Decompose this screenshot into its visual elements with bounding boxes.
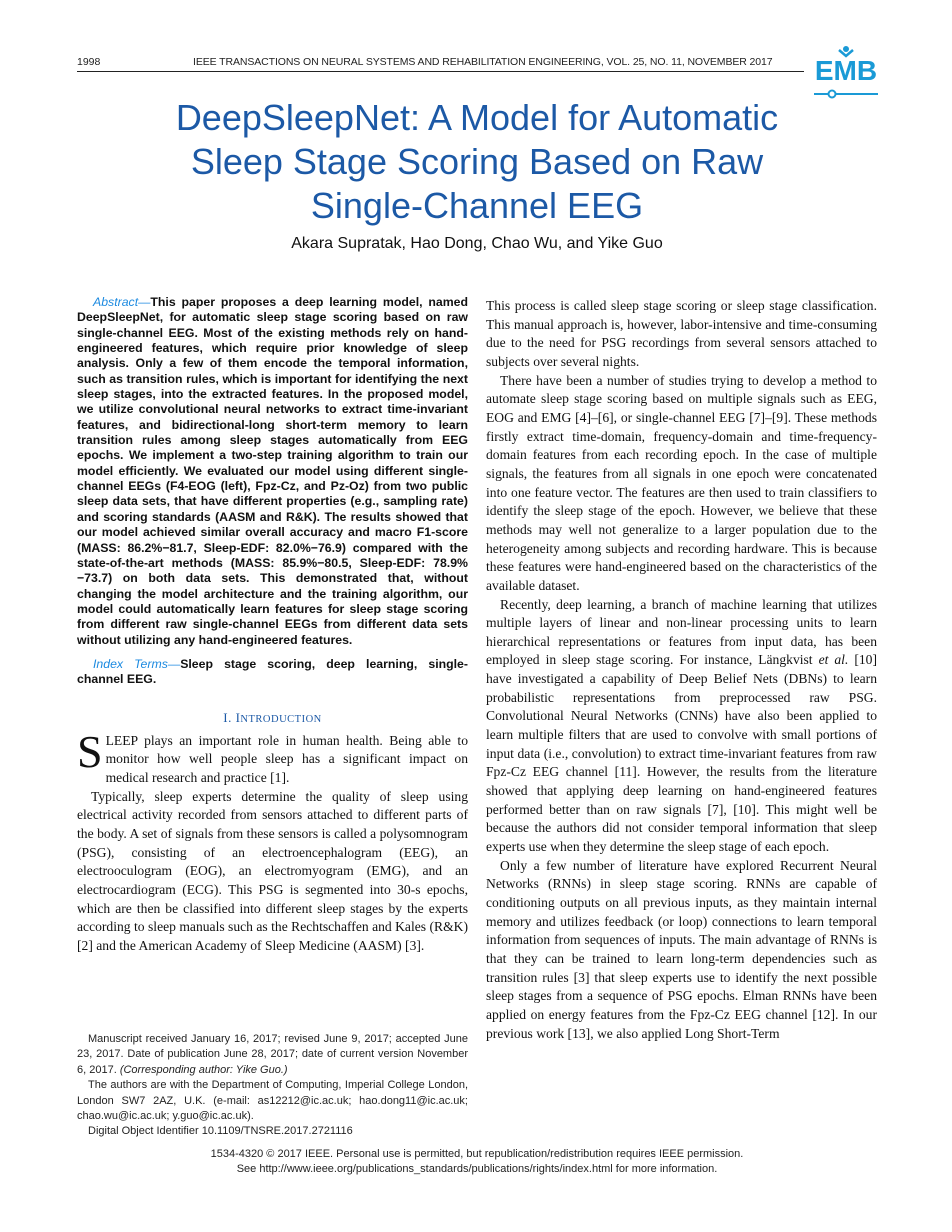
emb-logo — [812, 44, 880, 100]
abstract-text: This paper proposes a deep learning model, named DeepSleepNet, for automatic sleep stage scoring based on raw single-channel EEG. Most of the existing methods rely on hand-engineered features, which require prior knowledge of sleep analysis. Only a few of them encode the temporal information, such as transition rules, which is important for identifying the next sleep stages, into the extracted features. In the proposed model, we utilize convolutional neural networks to extract time-invariant features, and bidirectional-long short-term memory to learn transition rules among sleep stages automatically from EEG epochs. We implement a two-step training algorithm to train our model efficiently. We evaluated our model using different single-channel EEGs (F4-EOG (left), Fpz-Cz, and Pz-Oz) from two public sleep data sets, that have different properties (e.g., sampling rate) and scoring standards (AASM and R&K). The results showed that our model achieved similar overall accuracy and macro F1-score (MASS: 86.2%−81.7, Sleep-EDF: 82.0%−76.9) compared with the state-of-the-art methods (MASS: 85.9%−80.5, Sleep-EDF: 78.9%−73.7) on both data sets. This demonstrated that, without changing the model architecture and the training algorithm, our model could automatically learn features for sleep stage scoring from different raw single-channel EEGs from different data sets without utilizing any hand-engineered features. — [77, 295, 468, 647]
paper-title — [77, 96, 877, 228]
title-line: DeepSleepNet: A Model for Automatic — [175, 97, 779, 138]
footnote — [77, 1032, 468, 1140]
authors: Akara Supratak, Hao Dong, Chao Wu, and Yike Guo — [291, 235, 663, 252]
paragraph-text: [10] have investigated a capability of Deep Belief Nets (DBNs) to learn probabilistic representations from preprocessed raw PSG. Convolutional Neural Networks (CNNs) have also been applied to learn multiple filters that are used to convolve with small portions of input data (i.e., convolution) to extract time-invariant features from raw Fpz-Cz EEG channel [11]. However, the results from the literature showed that applying deep learning on hand-engineered features performed better than on raw signals [7], [10]. This might well be because the authors did not consider temporal information that sleep experts use when they determine the sleep stage of each epoch. — [486, 652, 877, 855]
section-initial: I — [235, 709, 241, 725]
intro-paragraph — [486, 596, 877, 857]
footnote-doi: Digital Object Identifier 10.1109/TNSRE.2017.2721116 — [88, 1125, 353, 1138]
section-number: I. — [223, 709, 236, 725]
left-column — [77, 295, 468, 955]
paragraph-text: LEEP plays an important role in human health. Being able to monitor how well people sleep has a significant impact on medical research and practice [1]. — [105, 732, 468, 785]
footnote-affiliation: The authors are with the Department of Computing, Imperial College London, London SW7 2AZ, U.K. (e-mail: as12212@ic.ac.uk; hao.dong11@ic.ac.uk; chao.wu@ic.ac.uk; y.guo@ic.ac.uk). — [77, 1079, 468, 1123]
intro-paragraph: There have been a number of studies trying to develop a method to automate sleep stage scoring based on multiple signals such as EEG, EOG and EMG [4]–[6], or single-channel EEG [7]–[9]. These methods firstly extract time-domain, frequency-domain and time-frequency-domain features from each recording epoch. In the case of multiple signals, the features from all signals in one epoch were concatenated into one feature vector. The features are then used to train classifiers to identify the sleep stage of the epoch. However, we believe that these methods may well not generalize to a larger population due to the heterogeneity among subjects and recording hardware. This is because these features were hand-engineered based on the characteristics of the available dataset. — [486, 372, 877, 593]
abstract — [77, 295, 468, 648]
title-line: Single-Channel EEG — [310, 185, 644, 226]
paragraph-italic: et al. — [818, 652, 849, 668]
section-heading — [77, 710, 468, 726]
svg-text:EMB: EMB — [814, 55, 878, 86]
corresponding-author: (Corresponding author: Yike Guo.) — [119, 1063, 288, 1076]
rights-line: See http://www.ieee.org/publications_standards/publications/rights/index.html for more information. — [236, 1163, 718, 1175]
intro-paragraph: This process is called sleep stage scoring or sleep stage classification. This manual approach is, however, labor-intensive and time-consuming due to the need for PSG recordings from several sensors attached to subjects over several nights. — [486, 298, 877, 369]
index-terms-label: Index Terms— — [93, 656, 181, 671]
abstract-label: Abstract— — [93, 295, 151, 309]
drop-cap: S — [77, 725, 103, 777]
footnote-dates — [77, 1032, 468, 1078]
paragraph-text: Recently, deep learning, a branch of machine learning that utilizes multiple layers of linear and non-linear processing units to learn hierarchical representations or features from input data, has been employed in sleep stage scoring. For instance, Längkvist — [486, 596, 877, 668]
index-terms — [77, 657, 468, 688]
title-line: Sleep Stage Scoring Based on Raw — [190, 141, 764, 182]
index-terms-text: Sleep stage scoring, deep learning, single-channel EEG. — [77, 656, 468, 687]
footnote-text: Manuscript received January 16, 2017; revised June 9, 2017; accepted June 23, 2017. Date of publication June 28, 2017; date of current version November 6, 2017. — [77, 1033, 468, 1076]
journal-header: IEEE TRANSACTIONS ON NEURAL SYSTEMS AND REHABILITATION ENGINEERING, VOL. 25, NO. 11, NOVEMBER 2017 — [193, 56, 773, 68]
copyright-footer — [77, 1147, 877, 1177]
intro-paragraph — [77, 725, 468, 788]
section-title-rest: NTRODUCTION — [240, 713, 322, 725]
right-column — [486, 297, 877, 1043]
header-rule — [77, 71, 804, 72]
intro-paragraph: Only a few number of literature have explored Recurrent Neural Networks (RNNs) in sleep stage scoring. RNNs are capable of conditioning outputs on all previous inputs, as they maintain internal memory and utilizes feedback (or loop) connections to learn temporal information from sequences of inputs. The main advantage of RNNs is that they can be trained to learn long-term dependencies such as transition rules [3] that sleep experts use to identify the next possible sleep stages from a sequence of PSG epochs. Elman RNNs have been applied on energy features from the Fpz-Cz EEG channel [12]. In our previous work [13], we also applied Long Short-Term — [486, 857, 877, 1041]
intro-paragraph: Typically, sleep experts determine the quality of sleep using electrical activity recorded from sensors attached to different parts of the body. A set of signals from these sensors is called a polysomnogram (PSG), consisting of an electroencephalogram (EEG), an electrooculogram (EOG), an electromyogram (EMG), and an electrocardiogram (ECG). This PSG is segmented into 30-s epochs, which are then be classified into different sleep stages by the experts according to sleep manuals such as the Rechtschaffen and Kales (R&K) [2] and the American Academy of Sleep Medicine (AASM) [3]. — [77, 788, 468, 953]
copyright-line: 1534-4320 © 2017 IEEE. Personal use is permitted, but republication/redistribution requires IEEE permission. — [210, 1148, 744, 1160]
page-number: 1998 — [77, 56, 101, 68]
